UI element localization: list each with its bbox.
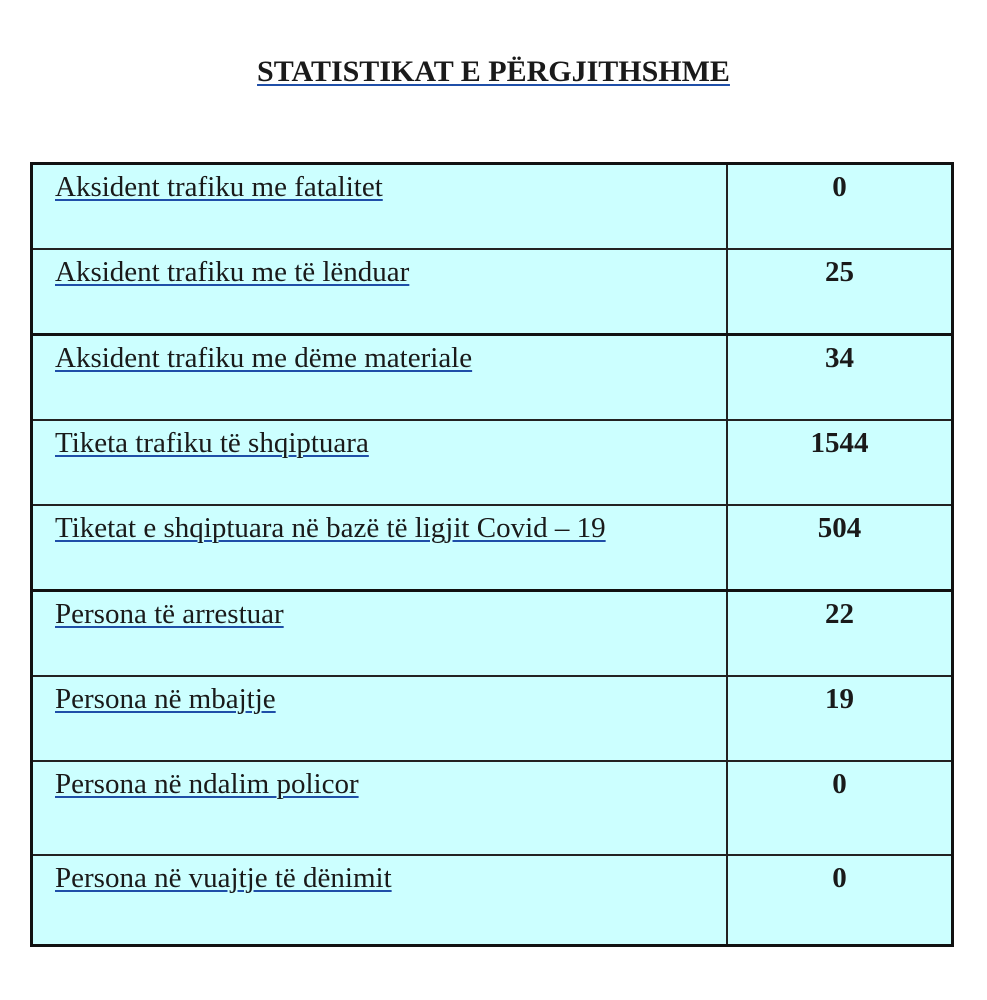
row-label-cell	[32, 249, 728, 335]
row-value: 0	[727, 164, 953, 250]
row-value: 1544	[727, 420, 953, 505]
table-row	[32, 676, 953, 761]
table-row	[32, 505, 953, 591]
row-label-cell	[32, 505, 728, 591]
row-label: Persona në mbajtje	[55, 683, 276, 715]
row-label: Tiketat e shqiptuara në bazë të ligjit Covid – 19	[55, 512, 606, 544]
row-value: 0	[727, 855, 953, 946]
row-value: 34	[727, 335, 953, 421]
row-value: 19	[727, 676, 953, 761]
table-row	[32, 249, 953, 335]
row-label-cell	[32, 676, 728, 761]
page-title	[0, 52, 987, 92]
row-label-cell	[32, 591, 728, 677]
row-label-cell	[32, 761, 728, 855]
row-label: Persona në vuajtje të dënimit	[55, 862, 392, 894]
row-label: Persona në ndalim policor	[55, 768, 359, 800]
table-row	[32, 335, 953, 421]
row-value: 504	[727, 505, 953, 591]
statistics-table	[30, 162, 954, 947]
row-label-cell	[32, 420, 728, 505]
row-label: Aksident trafiku me të lënduar	[55, 256, 410, 288]
row-label-cell	[32, 164, 728, 250]
table-row	[32, 164, 953, 250]
row-value: 0	[727, 761, 953, 855]
page-title-text: STATISTIKAT E PËRGJITHSHME	[257, 55, 730, 88]
table-row	[32, 761, 953, 855]
row-value: 25	[727, 249, 953, 335]
table-row	[32, 591, 953, 677]
table-row	[32, 420, 953, 505]
row-label: Persona të arrestuar	[55, 598, 284, 630]
row-label: Tiketa trafiku të shqiptuara	[55, 427, 369, 459]
row-label-cell	[32, 855, 728, 946]
row-label-cell	[32, 335, 728, 421]
row-value: 22	[727, 591, 953, 677]
table-row	[32, 855, 953, 946]
row-label: Aksident trafiku me fatalitet	[55, 171, 383, 203]
row-label: Aksident trafiku me dëme materiale	[55, 342, 473, 374]
